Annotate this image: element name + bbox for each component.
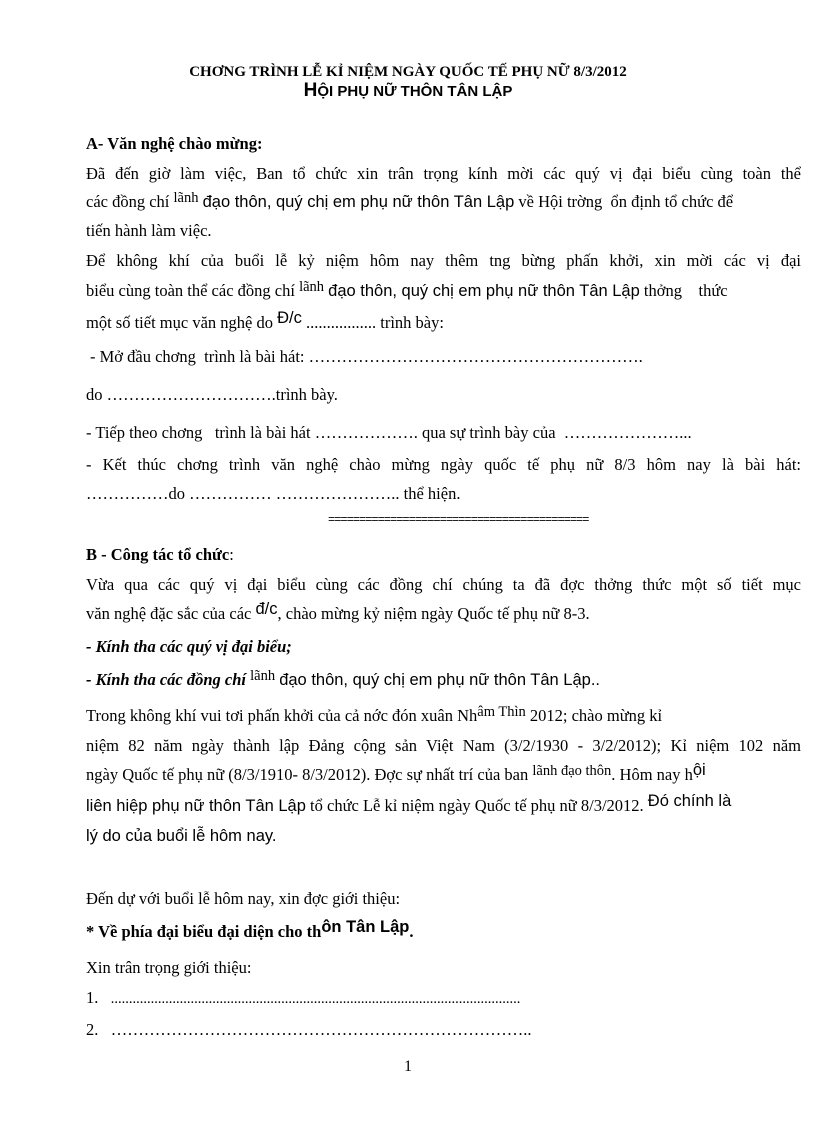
text-fragment: đạo thôn, quý chị em phụ nữ thôn Tân Lập.. [279,671,601,689]
text-fragment: Đó chính là [647,792,732,810]
section-a-heading: A- Văn nghệ chào mừng: [86,134,263,153]
list-blank: ………………………………………………………………….. [110,1020,532,1039]
section-b-p2-line1 [86,706,662,727]
text-fragment: đ/c [255,600,278,618]
text-fragment: tổ chức Lễ kỉ niệm ngày Quốc tế phụ nữ 8/3/2012. [310,796,644,815]
section-a-p2-line2 [86,281,728,302]
text-fragment: lãnh đạo thôn [532,763,612,779]
page-number: 1 [404,1058,412,1075]
text-fragment: Trong không khí vui tơi phấn khởi của cả nớc đón xuân Nh [86,706,478,725]
program-item-1-cont [86,385,338,405]
text-fragment: trình là bài hát [214,423,311,442]
text-fragment: ................. trình bày: [305,313,444,332]
text-fragment: âm Thìn [477,704,526,720]
section-a-p1-line2 [86,192,733,213]
text-fragment: do …………………………. [86,385,276,404]
section-b-p2-line4 [86,792,732,816]
text-fragment: lãnh [299,279,325,295]
text-fragment: ngày Quốc tế phụ nữ (8/3/1910- 8/3/2012). Đợc sự nhất trí của ban [86,765,529,784]
text-fragment: liên hiệp phụ nữ thôn Tân Lập [86,797,306,815]
text-fragment: - Mở đầu chơng [90,347,196,366]
section-divider: ========================================== [328,513,589,527]
text-fragment: trình là bài hát: [204,347,305,366]
section-b-p2-line3 [86,761,706,786]
section-a-p1-line1: Đã đến giờ làm việc, Ban tổ chức xin trân trọng kính mời các quý vị đại biểu cùng toàn thể [86,164,801,183]
text-fragment: các đồng chí [86,192,170,211]
text-fragment: . [409,922,414,941]
list-number: 2. [86,1020,99,1039]
list-item [86,1020,532,1040]
section-b-p1-line1: Vừa qua các quý vị đại biểu cùng các đồng chí chúng ta đã đợc thởng thức một số tiết mục [86,575,801,594]
section-b-p1-line2 [86,600,590,624]
text-fragment: qua sự trình bày của [421,423,556,442]
introduction-line: Đến dự với buổi lễ hôm nay, xin đợc giới thiệu: [86,889,401,908]
greeting-delegates: - Kính tha các quý vị đại biểu; [86,637,292,656]
text-fragment: ……………do …………… [86,484,272,503]
respect-line: Xin trân trọng giới thiệu: [86,958,252,977]
subtitle-rest: ỘI PHỤ NỮ THÔN TÂN LẬP [317,83,513,100]
text-fragment: 2012; chào mừng kỉ [529,706,663,725]
text-fragment: lãnh [250,668,276,684]
section-a-p2-line3 [86,309,444,333]
text-fragment: văn nghệ đặc sắc của các [86,604,252,623]
delegates-heading [86,918,414,942]
text-fragment: - Kính tha các đồng chí [86,670,246,689]
text-fragment: một số tiết mục văn nghệ do [86,313,273,332]
text-fragment: . Hôm nay h [611,765,693,784]
text-fragment: - Tiếp theo chơng [86,423,203,442]
text-fragment: biểu cùng toàn thể các đồng chí [86,281,295,300]
text-fragment: …………………... [563,423,692,442]
section-b-p2-line2: niệm 82 năm ngày thành lập Đảng cộng sản Việt Nam (3/2/1930 - 3/2/2012); Kỉ niệm 102 năm [86,736,801,755]
text-fragment: * Về phía đại biểu đại diện cho th [86,922,322,941]
program-item-3-line1: - Kết thúc chơng trình văn nghệ chào mừng ngày quốc tế phụ nữ 8/3 hôm nay là bài hát: [86,455,801,474]
program-item-3-line2 [86,484,460,504]
text-fragment: ôn Tân Lập [321,918,410,936]
greeting-comrades [86,670,600,691]
list-item [86,988,520,1009]
text-fragment: thức [698,281,728,300]
section-b-p2-line5: lý do của buổi lễ hôm nay. [86,827,277,845]
text-fragment: B - Công tác tổ chức [86,545,230,564]
section-a-p1-line3: tiến hành làm việc. [86,221,212,240]
text-fragment: , chào mừng kỷ niệm ngày Quốc tế phụ nữ 8-3. [277,604,590,623]
text-fragment: : [229,545,234,564]
text-fragment: về Hội trờng [518,192,603,211]
text-fragment: trình bày. [275,385,338,404]
text-fragment: đạo thôn, quý chị em phụ nữ thôn Tân Lập [328,282,640,300]
text-fragment: thể hiện. [403,484,461,503]
text-fragment: Đ/c [277,309,302,327]
text-fragment: ………………. [314,423,418,442]
section-a-p2-line1: Để không khí của buổi lễ kỷ niệm hôm nay thêm tng bừng phấn khởi, xin mời các vị đại [86,251,801,270]
text-fragment: ………………….. [275,484,400,503]
document-title: CHƠNG TRÌNH LỄ KỈ NIỆM NGÀY QUỐC TẾ PHỤ NỮ 8/3/2012 [189,64,627,80]
text-fragment: ội [692,761,706,779]
program-item-2 [86,423,692,443]
text-fragment: thởng [643,281,682,300]
text-fragment: ổn định tổ chức để [610,192,734,211]
text-fragment: ……………………………………………………. [308,347,643,366]
document-subtitle [0,80,816,102]
section-b-heading [86,545,234,565]
list-blank: ................................................................................................................. [110,991,521,1007]
list-number: 1. [86,988,99,1007]
program-item-1 [90,347,643,367]
subtitle-initial: H [303,80,318,101]
text-fragment: đạo thôn, quý chị em phụ nữ thôn Tân Lập [202,193,515,211]
text-fragment: lãnh [173,190,199,206]
